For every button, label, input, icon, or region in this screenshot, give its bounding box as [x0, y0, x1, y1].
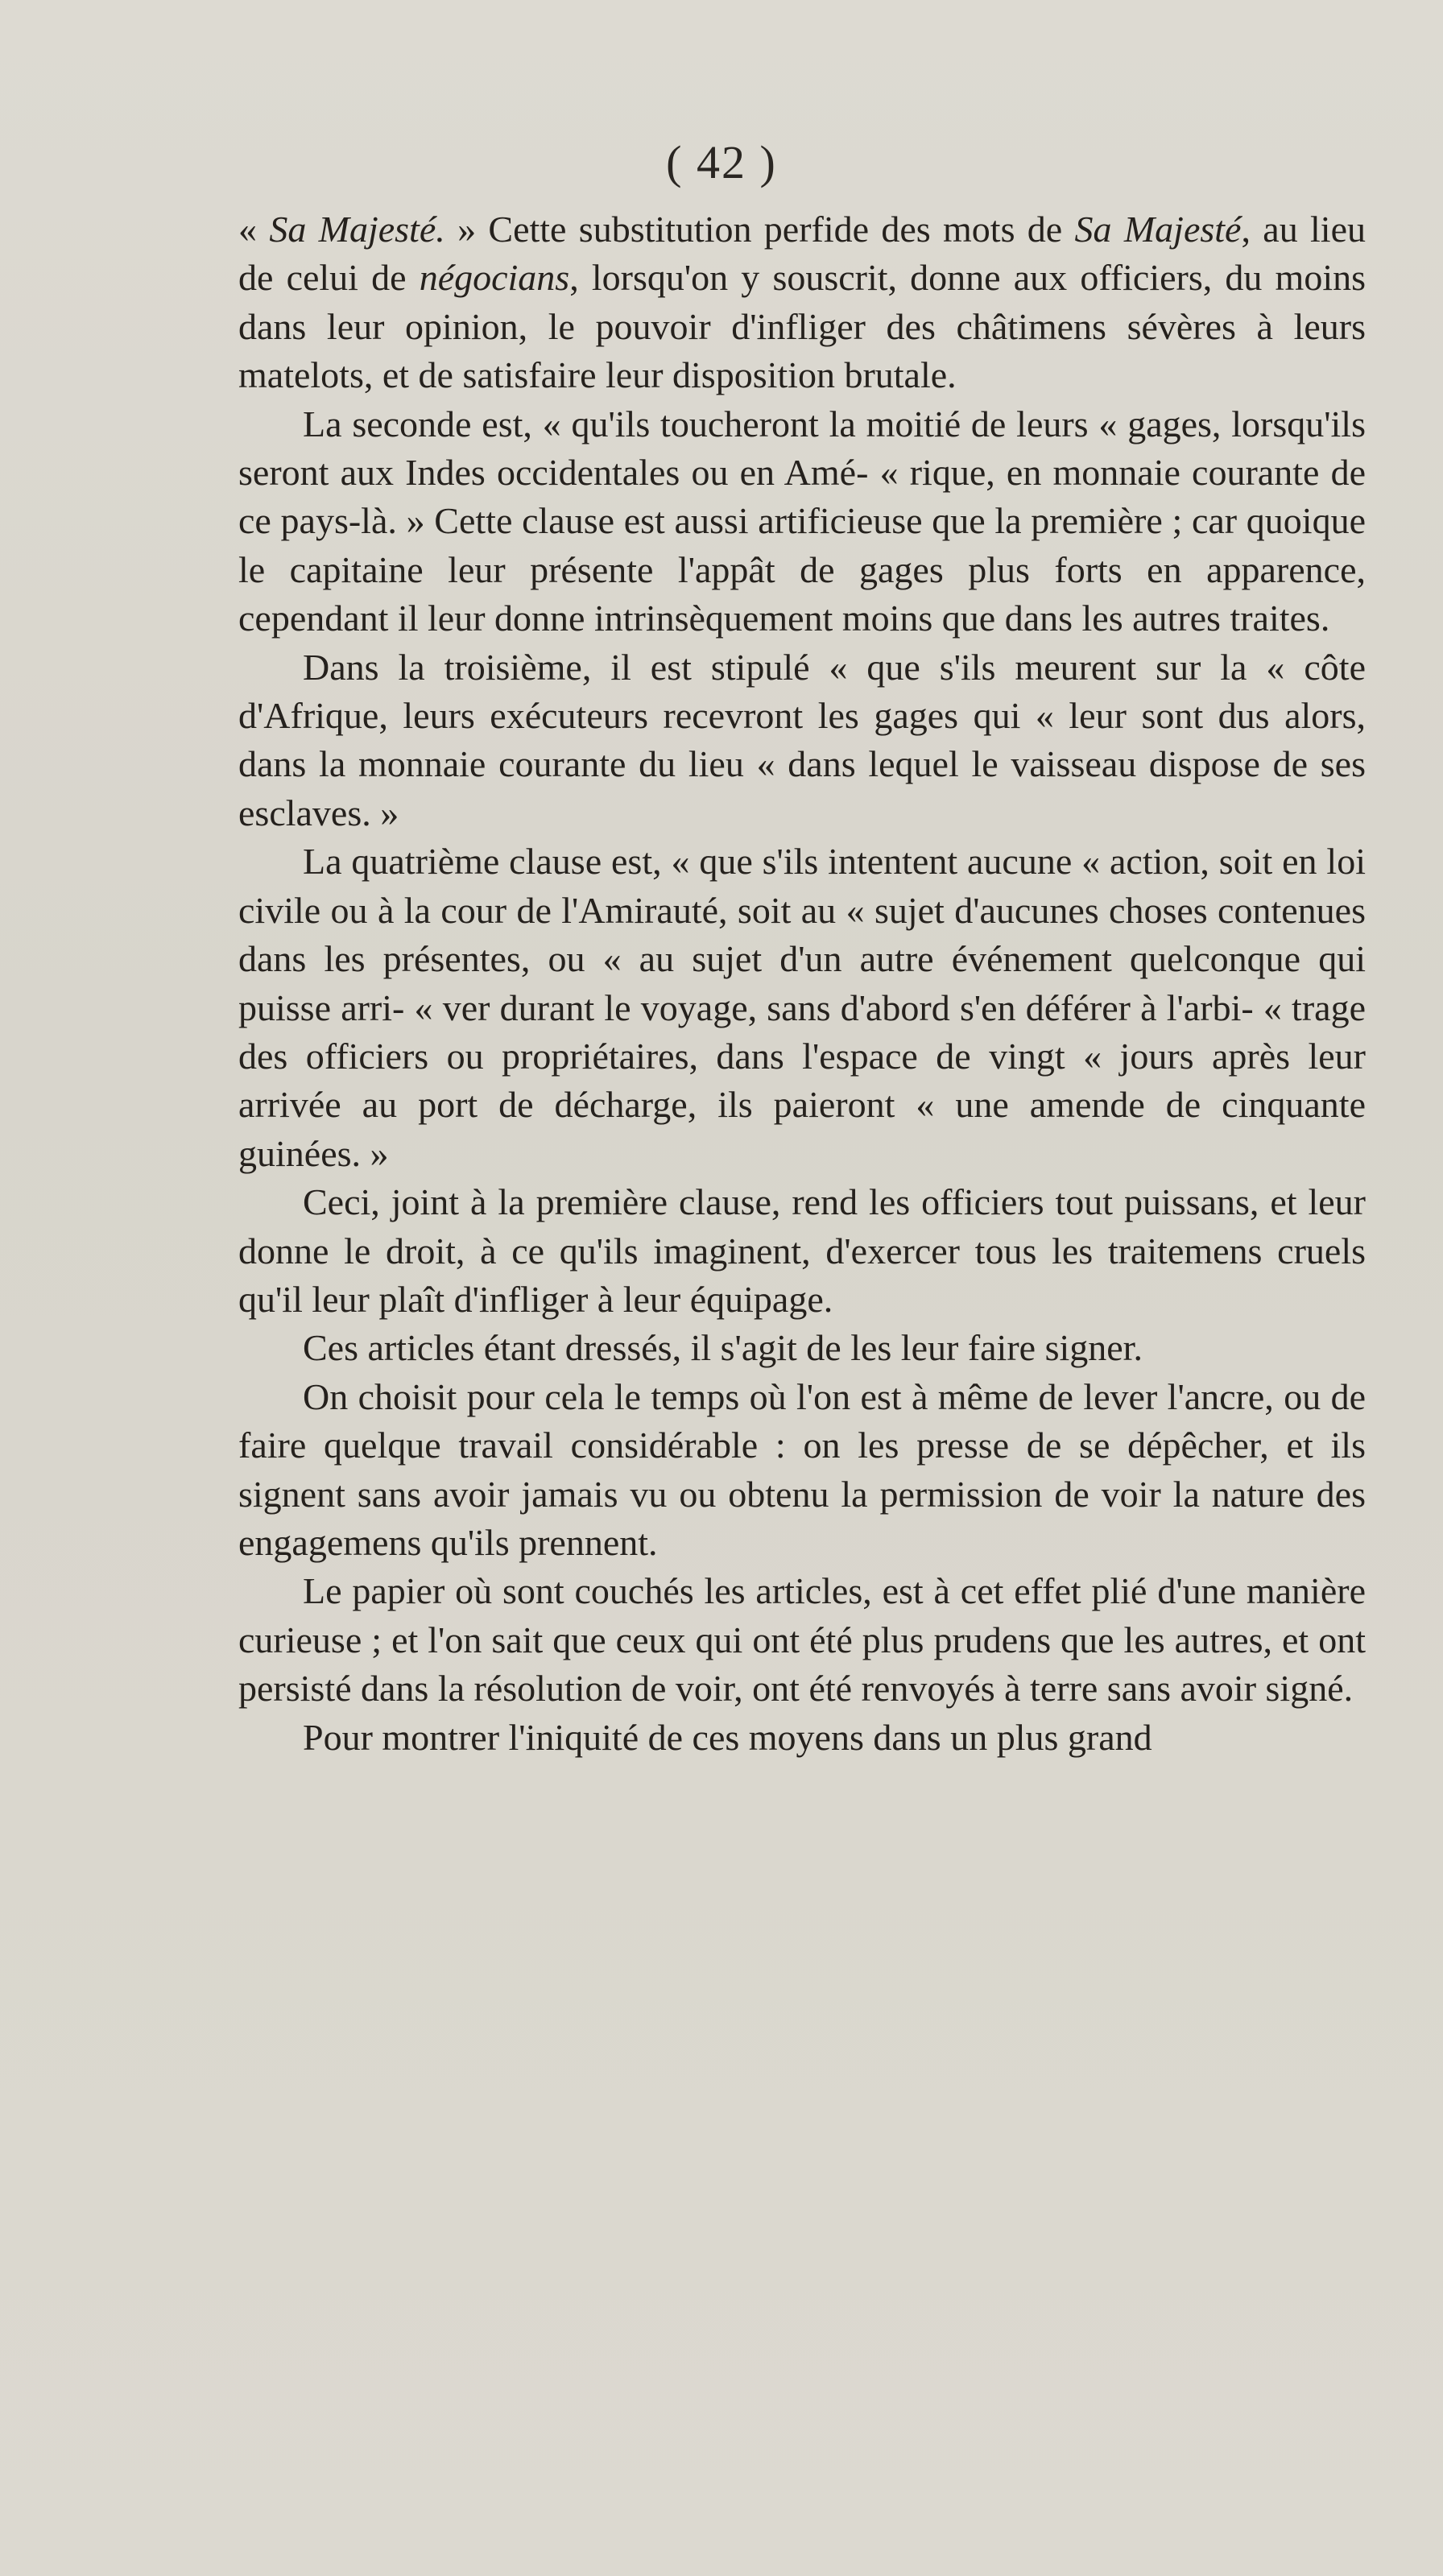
text-run: On choisit pour cela le temps où l'on est à même de lever l'ancre, ou de faire quelque travail considérable : on les presse de se dépêcher, et ils signent sans avoir jamais vu ou obtenu la permission de voir la nature des engagemens qu'ils prennent. [238, 1375, 1366, 1563]
paragraph [238, 1714, 1366, 1762]
italic-text-run: Sa Majesté. [269, 209, 445, 250]
text-run: Le papier où sont couchés les articles, est à cet effet plié d'une manière curieuse ; et l'on sait que ceux qui ont été plus prudens que les autres, et ont persisté dans la résolution de voir, ont été renvoyés à terre sans avoir signé. [238, 1570, 1366, 1710]
text-run: « [238, 209, 270, 250]
paragraph [238, 837, 1366, 1178]
text-run: Ceci, joint à la première clause, rend les officiers tout puissans, et leur donne le droit, à ce qu'ils imaginent, d'exercer tous les traitemens cruels qu'il leur plaît d'infliger à leur équipage. [238, 1181, 1366, 1320]
paragraph [238, 1324, 1366, 1372]
paragraph [238, 205, 1366, 400]
italic-text-run: négocians [419, 257, 570, 299]
text-run: La quatrième clause est, « que s'ils intentent aucune « action, soit en loi civile ou à la cour de l'Amirauté, soit au « sujet d'aucunes choses contenues dans les présentes, ou « au sujet d'un autre événement quelconque qui puisse arri- « ver durant le voyage, sans d'abord s'en déférer à l'arbi- « trage des officiers ou propriétaires, dans l'espace de vingt « jours après leur arrivée au port de décharge, ils paieront « une amende de cinquante guinées. » [238, 841, 1366, 1174]
italic-text-run: Sa Majesté [1074, 209, 1242, 250]
text-run: Dans la troisième, il est stipulé « que s'ils meurent sur la « côte d'Afrique, leurs exécuteurs recevront les gages qui « leur sont dus alors, dans la monnaie courante du lieu « dans lequel le vaisseau dispose de ses esclaves. » [238, 646, 1366, 833]
text-run: La seconde est, « qu'ils toucheront la moitié de leurs « gages, lorsqu'ils seront aux Indes occidentales ou en Amé- « rique, en monnaie courante de ce pays-là. » Cette clause est aussi artificieuse que la première ; car quoique le capitaine leur présente l'appât de gages plus forts en apparence, cependant il leur donne intrinsèquement moins que dans les autres traites. [238, 403, 1366, 639]
paragraph [238, 1178, 1366, 1324]
text-run: Pour montrer l'iniquité de ces moyens dans un plus grand [303, 1716, 1152, 1758]
paragraph [238, 400, 1366, 643]
text-run: » Cette substitution perfide des mots de [444, 209, 1075, 250]
text-run: , lorsqu'on y souscrit, donne aux officiers, du moins dans leur opinion, le pouvoir d'infliger des châtimens sévères à leurs matelots, et de satisfaire leur disposition brutale. [238, 257, 1366, 396]
paragraph [238, 643, 1366, 838]
text-run: , au lieu de celui de [238, 209, 1366, 299]
page-number: ( 42 ) [666, 136, 777, 188]
paragraph [238, 1373, 1366, 1568]
text-run: Ces articles étant dressés, il s'agit de les leur faire signer. [303, 1327, 1143, 1369]
body-text [238, 205, 1366, 1762]
paragraph [238, 1567, 1366, 1713]
